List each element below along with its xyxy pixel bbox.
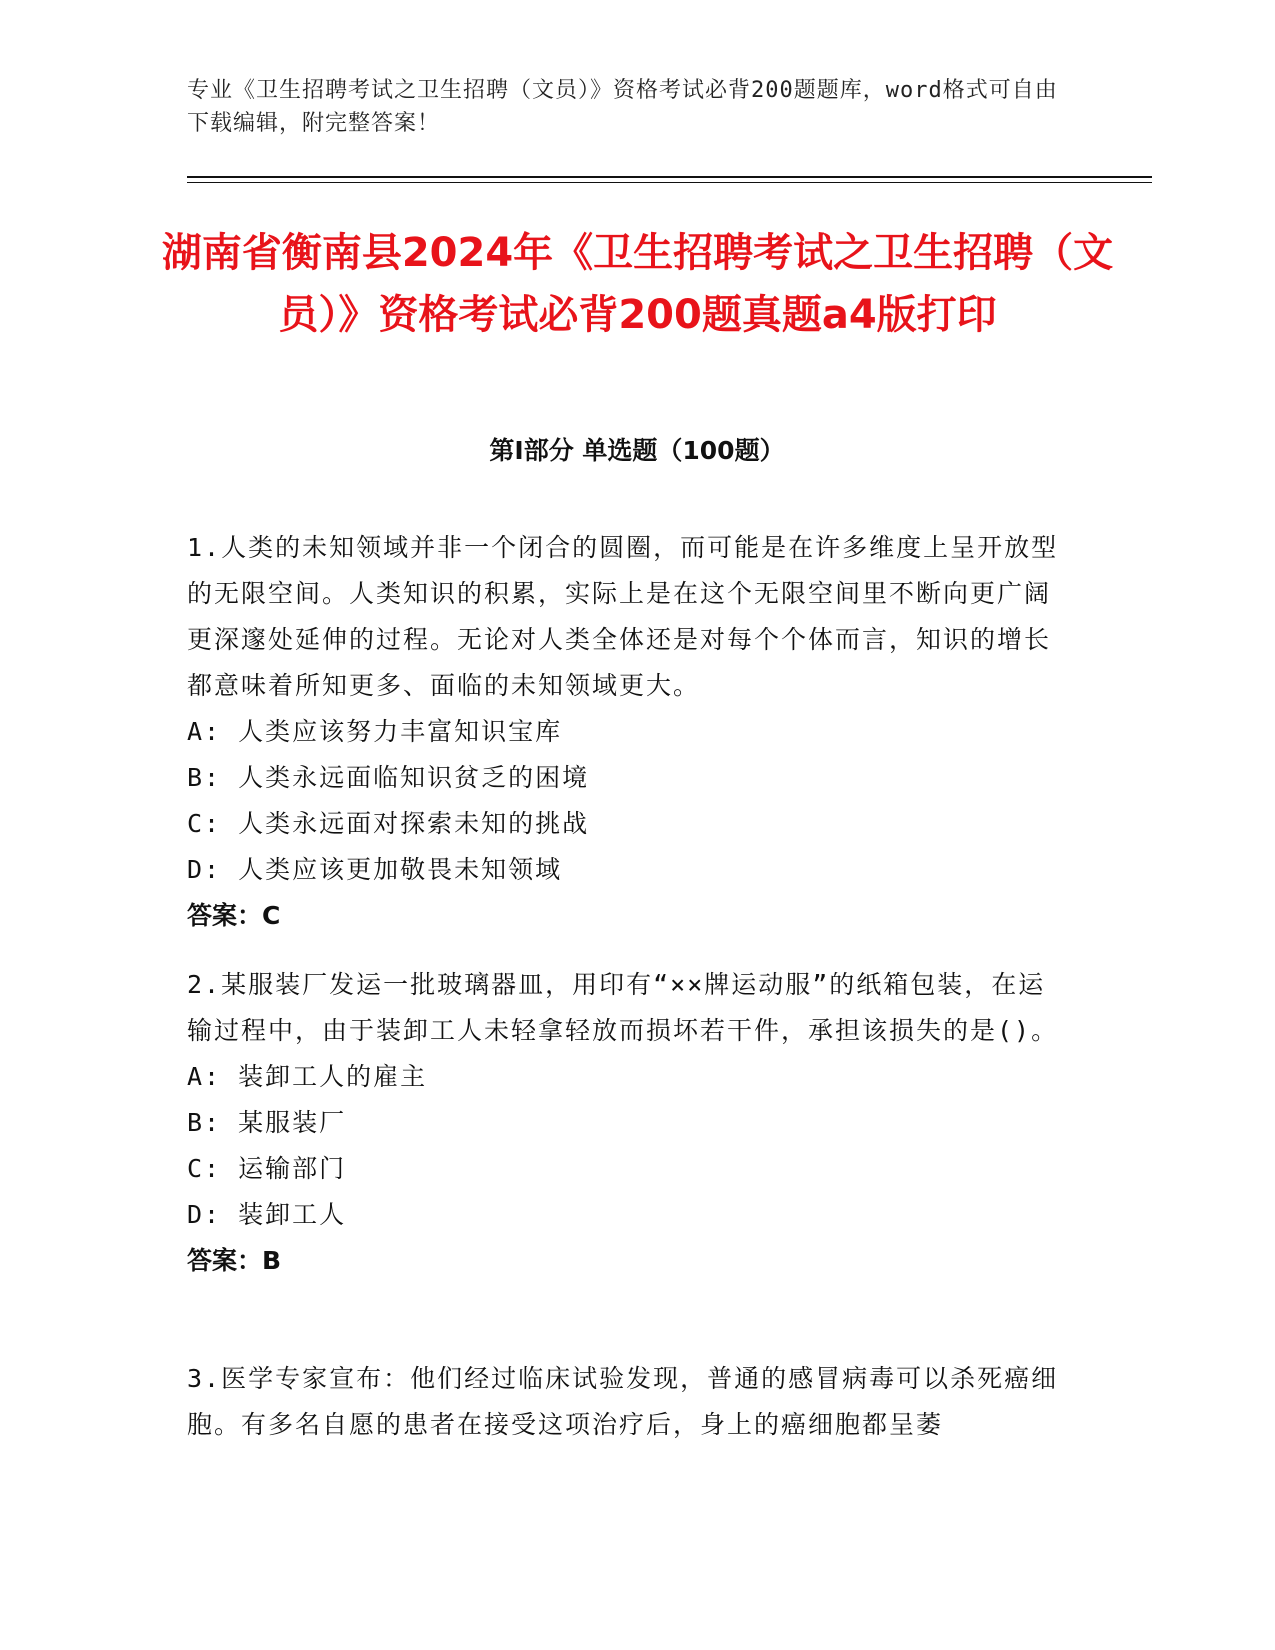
section-title: 第Ⅰ部分 单选题（100题） xyxy=(489,436,785,465)
header-divider-thick xyxy=(187,176,1152,178)
question-stem: 1.人类的未知领域并非一个闭合的圆圈，而可能是在许多维度上呈开放型的无限空间。人类知识的积累，实际上是在这个无限空间里不断向更广阔更深邃处延伸的过程。无论对人类全体还是对每个个体而言，知识的增长都意味着所知更多、面临的未知领域更大。 xyxy=(187,533,1059,700)
question-2 xyxy=(187,962,1067,1284)
answer: 答案：B xyxy=(187,1246,282,1275)
answer: 答案：C xyxy=(187,901,281,930)
header-note: 专业《卫生招聘考试之卫生招聘（文员）》资格考试必背200题题库，word格式可自由下载编辑，附完整答案！ xyxy=(187,78,1058,136)
question-1 xyxy=(187,525,1067,939)
question-3 xyxy=(187,1356,1067,1448)
option-b: B: 某服装厂 xyxy=(187,1108,347,1137)
option-b: B: 人类永远面临知识贫乏的困境 xyxy=(187,763,590,792)
option-d: D: 人类应该更加敬畏未知领域 xyxy=(187,855,563,884)
option-c: C: 运输部门 xyxy=(187,1154,347,1183)
option-c: C: 人类永远面对探索未知的挑战 xyxy=(187,809,590,838)
option-a: A: 装卸工人的雇主 xyxy=(187,1062,428,1091)
question-stem: 2.某服装厂发运一批玻璃器皿，用印有“××牌运动服”的纸箱包装，在运输过程中，由于装卸工人未轻拿轻放而损坏若干件，承担该损失的是()。 xyxy=(187,970,1059,1045)
option-d: D: 装卸工人 xyxy=(187,1200,347,1229)
header-divider-thin xyxy=(187,182,1152,183)
document-title: 湖南省衡南县2024年《卫生招聘考试之卫生招聘（文员）》资格考试必背200题真题a4版打印 xyxy=(161,230,1114,338)
option-a: A: 人类应该努力丰富知识宝库 xyxy=(187,717,563,746)
question-stem: 3.医学专家宣布：他们经过临床试验发现，普通的感冒病毒可以杀死癌细胞。有多名自愿的患者在接受这项治疗后，身上的癌细胞都呈萎 xyxy=(187,1364,1059,1439)
